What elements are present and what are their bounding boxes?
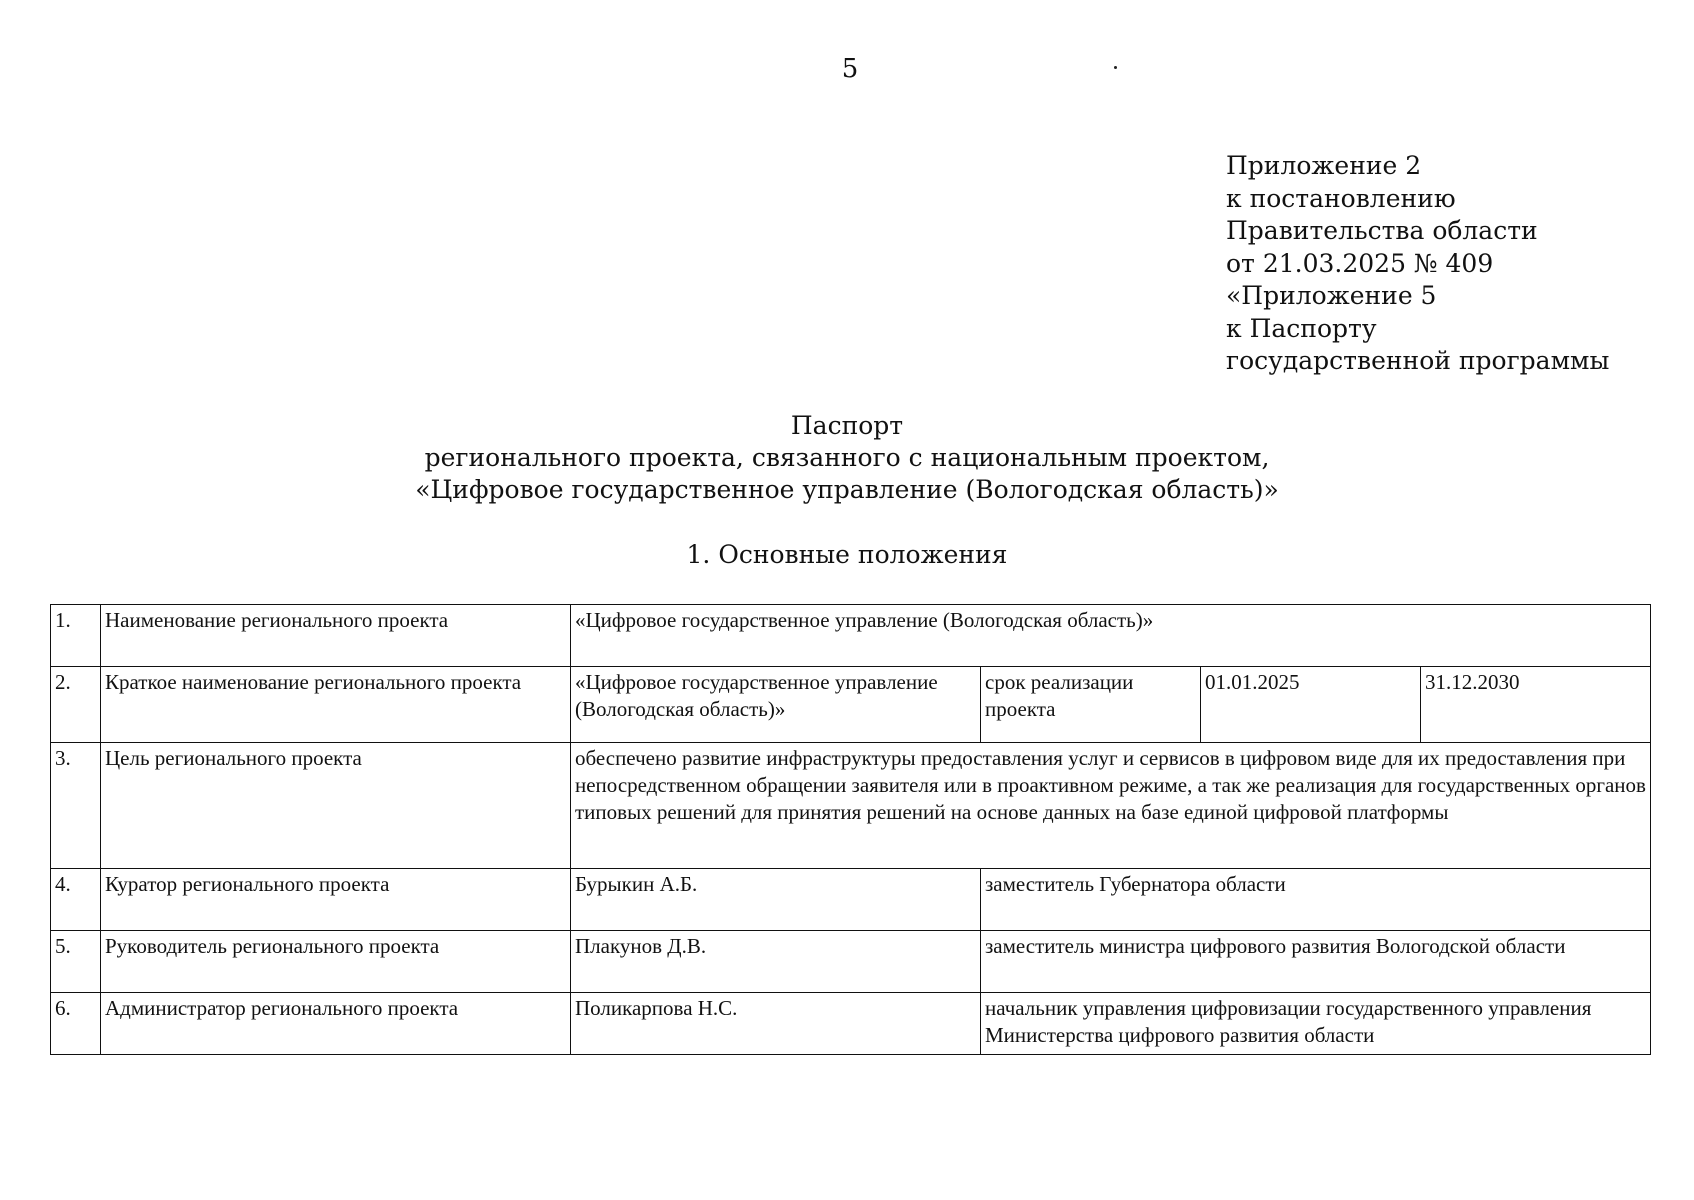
section-title: 1. Основные положения — [686, 540, 1008, 569]
row-person: Поликарпова Н.С. — [571, 993, 981, 1055]
row-number: 5. — [51, 931, 101, 993]
row-label: Руководитель регионального проекта — [101, 931, 571, 993]
row-label: Наименование регионального проекта — [101, 605, 571, 667]
term-end: 31.12.2030 — [1421, 667, 1651, 743]
row-label: Куратор регионального проекта — [101, 869, 571, 931]
row-number: 1. — [51, 605, 101, 667]
row-person: Бурыкин А.Б. — [571, 869, 981, 931]
row-value: «Цифровое государственное управление (Вологодская область)» — [571, 667, 981, 743]
passport-title — [0, 410, 1694, 506]
row-number: 3. — [51, 743, 101, 869]
row-number: 6. — [51, 993, 101, 1055]
row-value: обеспечено развитие инфраструктуры предоставления услуг и сервисов в цифровом виде для их предоставления при непосредственном обращении заявителя или в проактивном режиме, а так же реализация для государственных органов типовых решений для принятия решений на основе данных на базе единой цифровой платформы — [571, 743, 1651, 869]
table-row — [51, 605, 1651, 667]
table-row — [51, 993, 1651, 1055]
row-position: заместитель Губернатора области — [981, 869, 1651, 931]
passport-title-line: «Цифровое государственное управление (Вологодская область)» — [415, 475, 1279, 504]
passport-title-line: регионального проекта, связанного с национальным проектом, — [424, 443, 1270, 472]
appendix-line: государственной программы — [1226, 346, 1610, 375]
appendix-line: от 21.03.2025 № 409 — [1226, 248, 1494, 278]
table-row — [51, 931, 1651, 993]
row-position: заместитель министра цифрового развития Вологодской области — [981, 931, 1651, 993]
row-label: Краткое наименование регионального проекта — [101, 667, 571, 743]
appendix-block — [1226, 150, 1609, 378]
row-person: Плакунов Д.В. — [571, 931, 981, 993]
row-label: Администратор регионального проекта — [101, 993, 571, 1055]
table-row — [51, 743, 1651, 869]
row-number: 2. — [51, 667, 101, 743]
term-start: 01.01.2025 — [1201, 667, 1421, 743]
page-number: 5 — [841, 54, 859, 84]
row-value: «Цифровое государственное управление (Вологодская область)» — [571, 605, 1651, 667]
appendix-line: к постановлению — [1226, 183, 1456, 213]
term-label: срок реализации проекта — [981, 667, 1201, 743]
row-position: начальник управления цифровизации государственного управления Министерства цифрового развития области — [981, 993, 1651, 1055]
appendix-line: Приложение 2 — [1226, 151, 1422, 180]
table-row — [51, 869, 1651, 931]
scan-speck — [1114, 66, 1117, 69]
appendix-line: Правительства области — [1226, 216, 1538, 245]
appendix-line: «Приложение 5 — [1226, 281, 1437, 310]
row-label: Цель регионального проекта — [101, 743, 571, 869]
passport-title-line: Паспорт — [790, 411, 904, 440]
table-row — [51, 667, 1651, 743]
row-number: 4. — [51, 869, 101, 931]
project-basics-table — [50, 604, 1651, 1055]
appendix-line: к Паспорту — [1226, 313, 1377, 343]
